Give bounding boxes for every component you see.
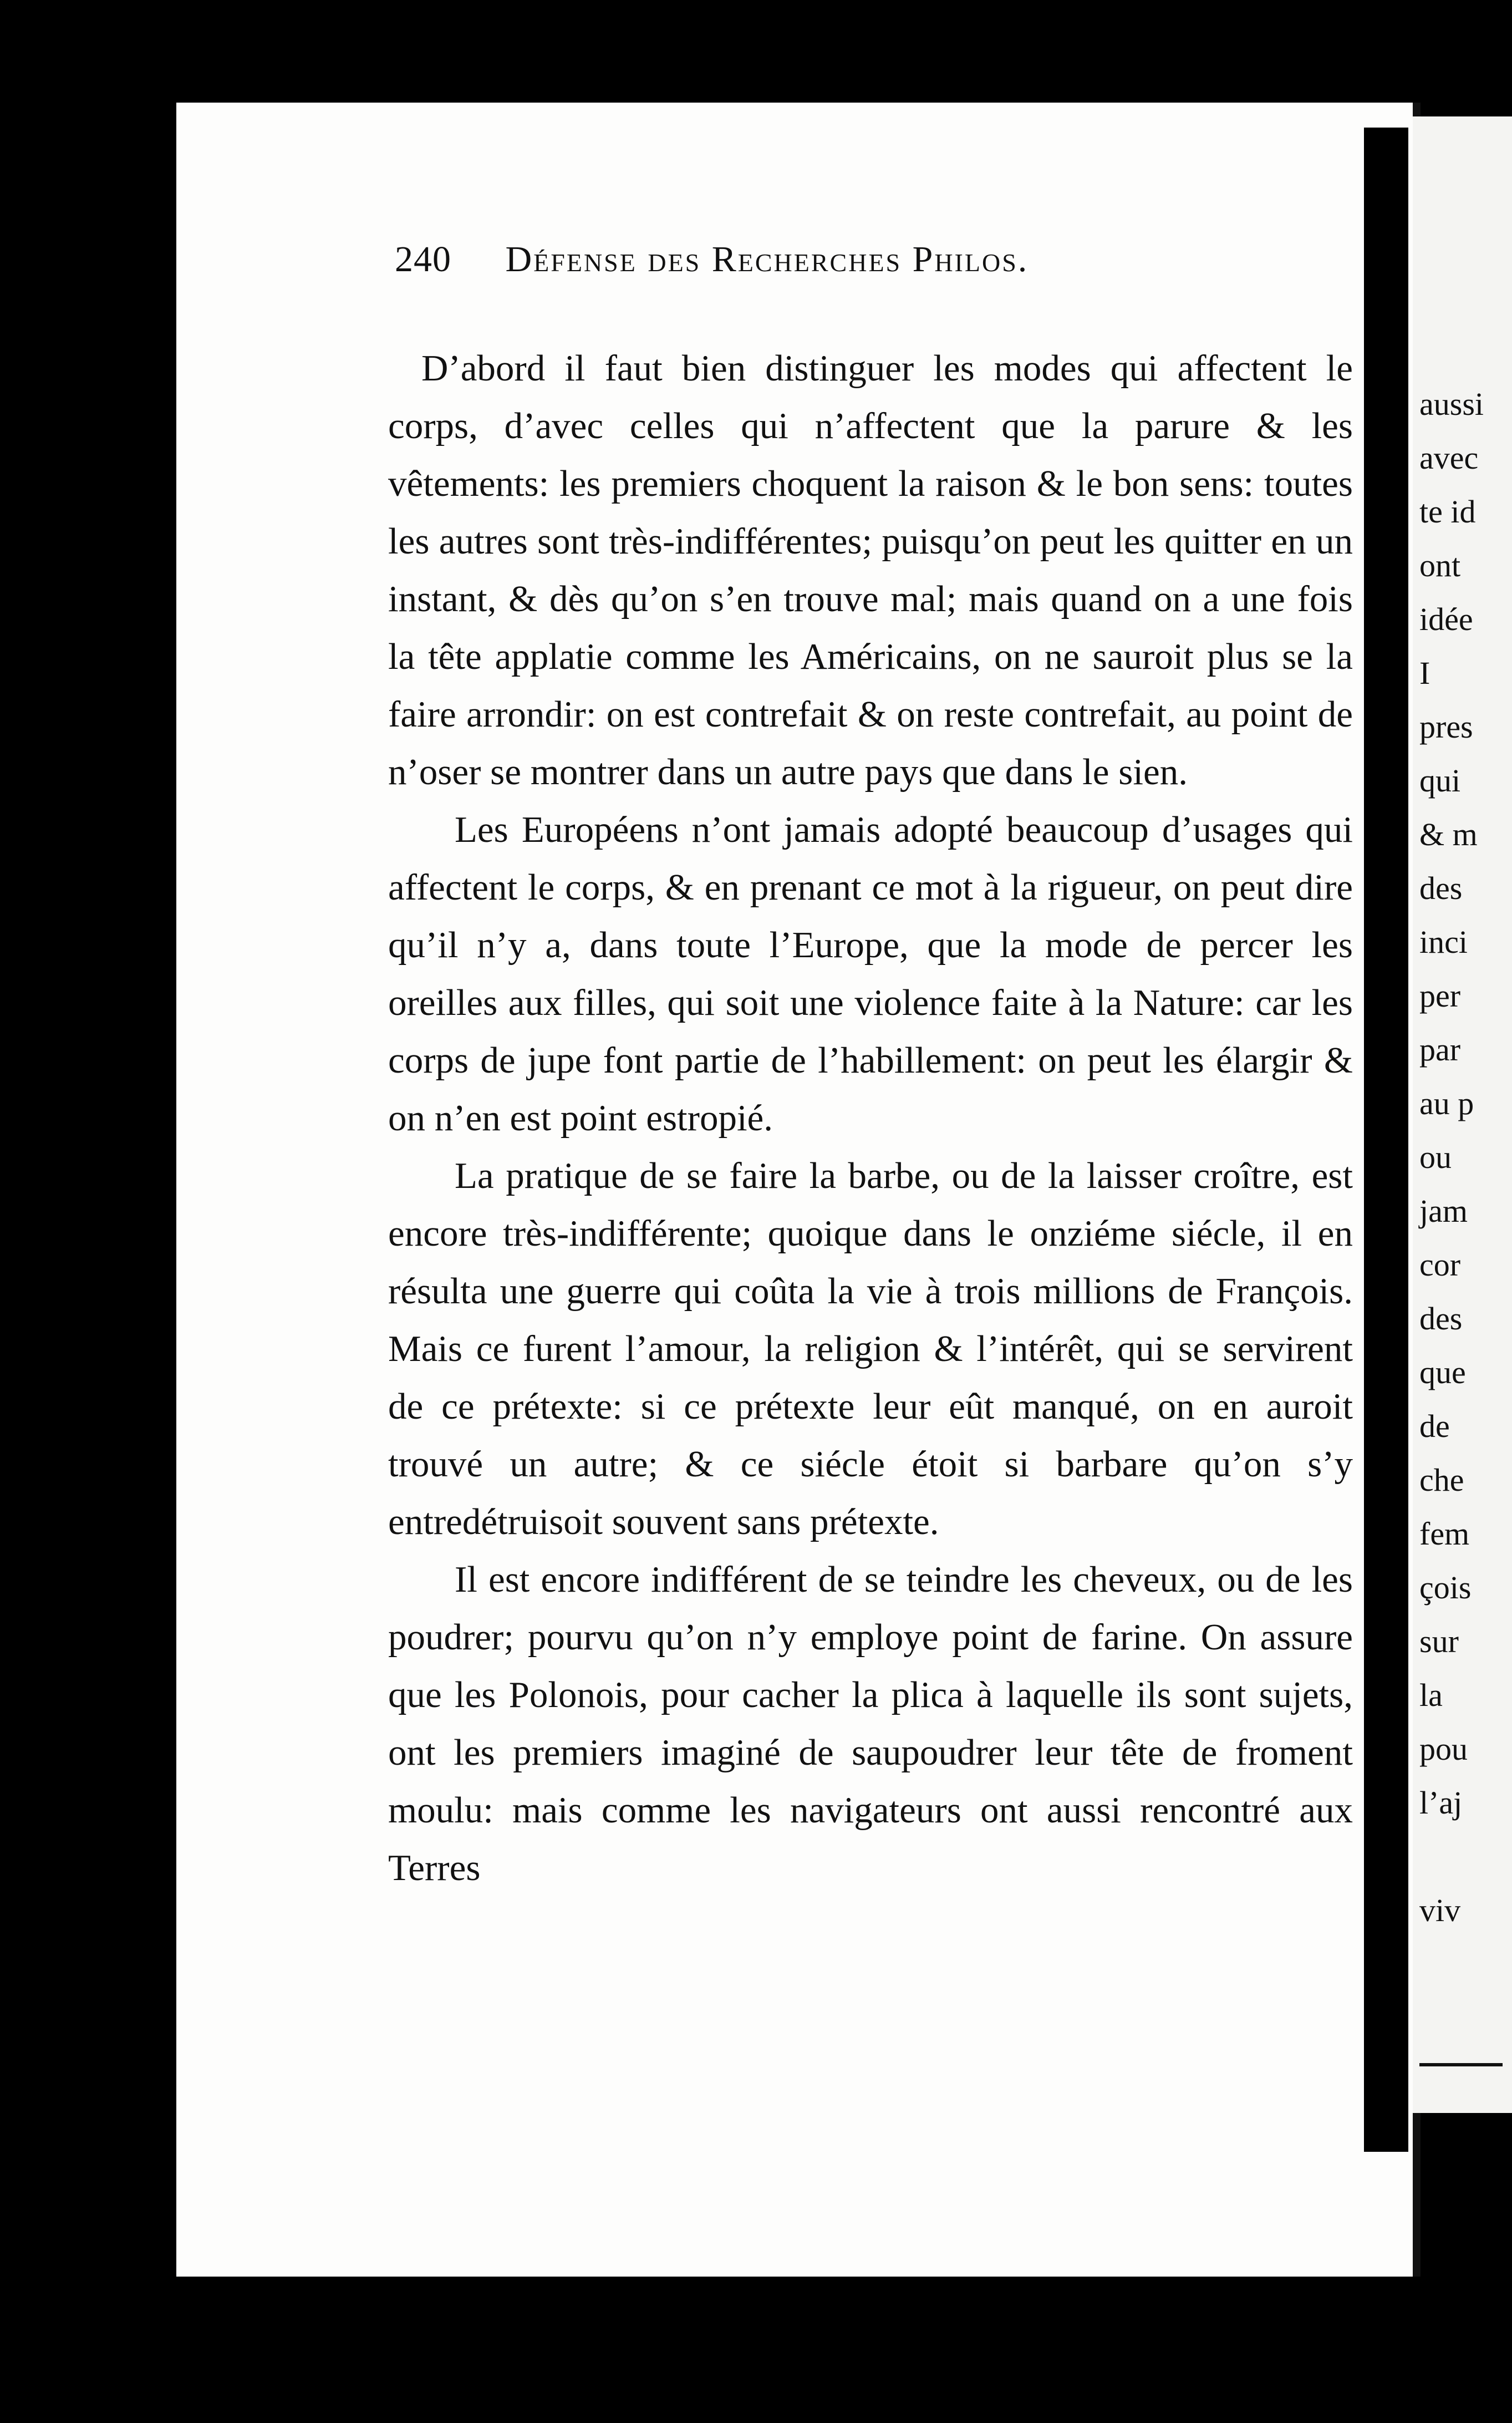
facing-page-fragment: pou xyxy=(1419,1731,1468,1767)
facing-page-fragment: ou xyxy=(1419,1139,1452,1175)
paragraph: Il est encore indifférent de se teindre les cheveux, ou de les poudrer; pourvu qu’on n’y employe point de farine. On assure que les Polonois, pour cacher la plica à laquelle ils sont sujets, ont les premiers imaginé de saupoudrer leur tête de froment moulu: mais comme les navigateurs ont aussi rencontré aux Terres xyxy=(388,1559,1353,1888)
facing-page-fragment: par xyxy=(1419,1032,1461,1068)
facing-page-fragment: la xyxy=(1419,1677,1443,1713)
running-title: Défense des Recherches Philos. xyxy=(505,239,1029,280)
facing-page-fragment: te id xyxy=(1419,494,1476,530)
facing-page-fragment: jam xyxy=(1419,1193,1468,1229)
facing-page-fragment: inci xyxy=(1419,924,1468,960)
facing-page-fragment: avec xyxy=(1419,440,1479,476)
facing-page-fragment: de xyxy=(1419,1408,1450,1444)
book-spine-gutter xyxy=(1364,128,1408,2152)
facing-page-fragment: fem xyxy=(1419,1516,1470,1552)
paragraph: Les Européens n’ont jamais adopté beaucoup d’usages qui affectent le corps, & en prenant ce mot à la rigueur, on peut dire qu’il n’y a, dans toute l’Europe, que la mode de percer les oreilles aux filles, qui soit une violence faite à la Nature: car les corps de jupe font partie de l’habillement: on peut les élargir & on n’en est point estropié. xyxy=(388,809,1353,1139)
facing-page-fragment: & m xyxy=(1419,816,1478,852)
facing-page-fragment: l’aj xyxy=(1419,1785,1463,1821)
facing-page-fragment xyxy=(1413,1830,1484,1883)
page-body xyxy=(388,339,1353,1897)
facing-page-fragment: ont xyxy=(1419,547,1461,583)
facing-page-fragment: au p xyxy=(1419,1085,1474,1121)
facing-page-fragment: qui xyxy=(1419,763,1461,799)
facing-page-fragment: per xyxy=(1419,978,1461,1014)
facing-page-fragment: idée xyxy=(1419,601,1473,637)
facing-page-fragment: çois xyxy=(1419,1569,1472,1606)
paragraph: La pratique de se faire la barbe, ou de la laisser croître, est encore très-indifférente; quoique dans le onziéme siécle, il en résulta une guerre qui coûta la vie à trois millions de François. Mais ce furent l’amour, la religion & l’intérêt, qui se servirent de ce prétexte: si ce prétexte leur eût manqué, on en auroit trouvé un autre; & ce siécle étoit si barbare qu’on s’y entredétruisoit souvent sans prétexte. xyxy=(388,1155,1353,1542)
facing-page-fragment: cor xyxy=(1419,1247,1461,1283)
page-number: 240 xyxy=(395,239,451,280)
facing-page-fragment: sur xyxy=(1419,1623,1459,1659)
facing-page-fragment: des xyxy=(1419,870,1463,906)
facing-page-fragment: pres xyxy=(1419,709,1473,745)
facing-page-rule xyxy=(1419,2063,1503,2066)
facing-page-fragment: que xyxy=(1419,1354,1466,1390)
running-header xyxy=(395,238,1029,281)
facing-page-fragments xyxy=(1413,377,1484,1937)
facing-page-fragment: aussi xyxy=(1419,386,1484,422)
facing-page-fragment: des xyxy=(1419,1301,1463,1337)
facing-page-fragment: I xyxy=(1419,655,1430,691)
facing-page-fragment: che xyxy=(1419,1462,1464,1498)
paragraph: D’abord il faut bien distinguer les modes qui affectent le corps, d’avec celles qui n’affectent que la parure & les vêtements: les premiers choquent la raison & le bon sens: toutes les autres sont très-indifférentes; puisqu’on peut les quitter en un instant, & dès qu’on s’en trouve mal; mais quand on a une fois la tête applatie comme les Américains, on ne sauroit plus se la faire arrondir: on est contrefait & on reste contrefait, au point de n’oser se montrer dans un autre pays que dans le sien. xyxy=(388,348,1353,793)
facing-page-edge xyxy=(1413,116,1512,2113)
facing-page-fragment: viv xyxy=(1419,1892,1461,1928)
